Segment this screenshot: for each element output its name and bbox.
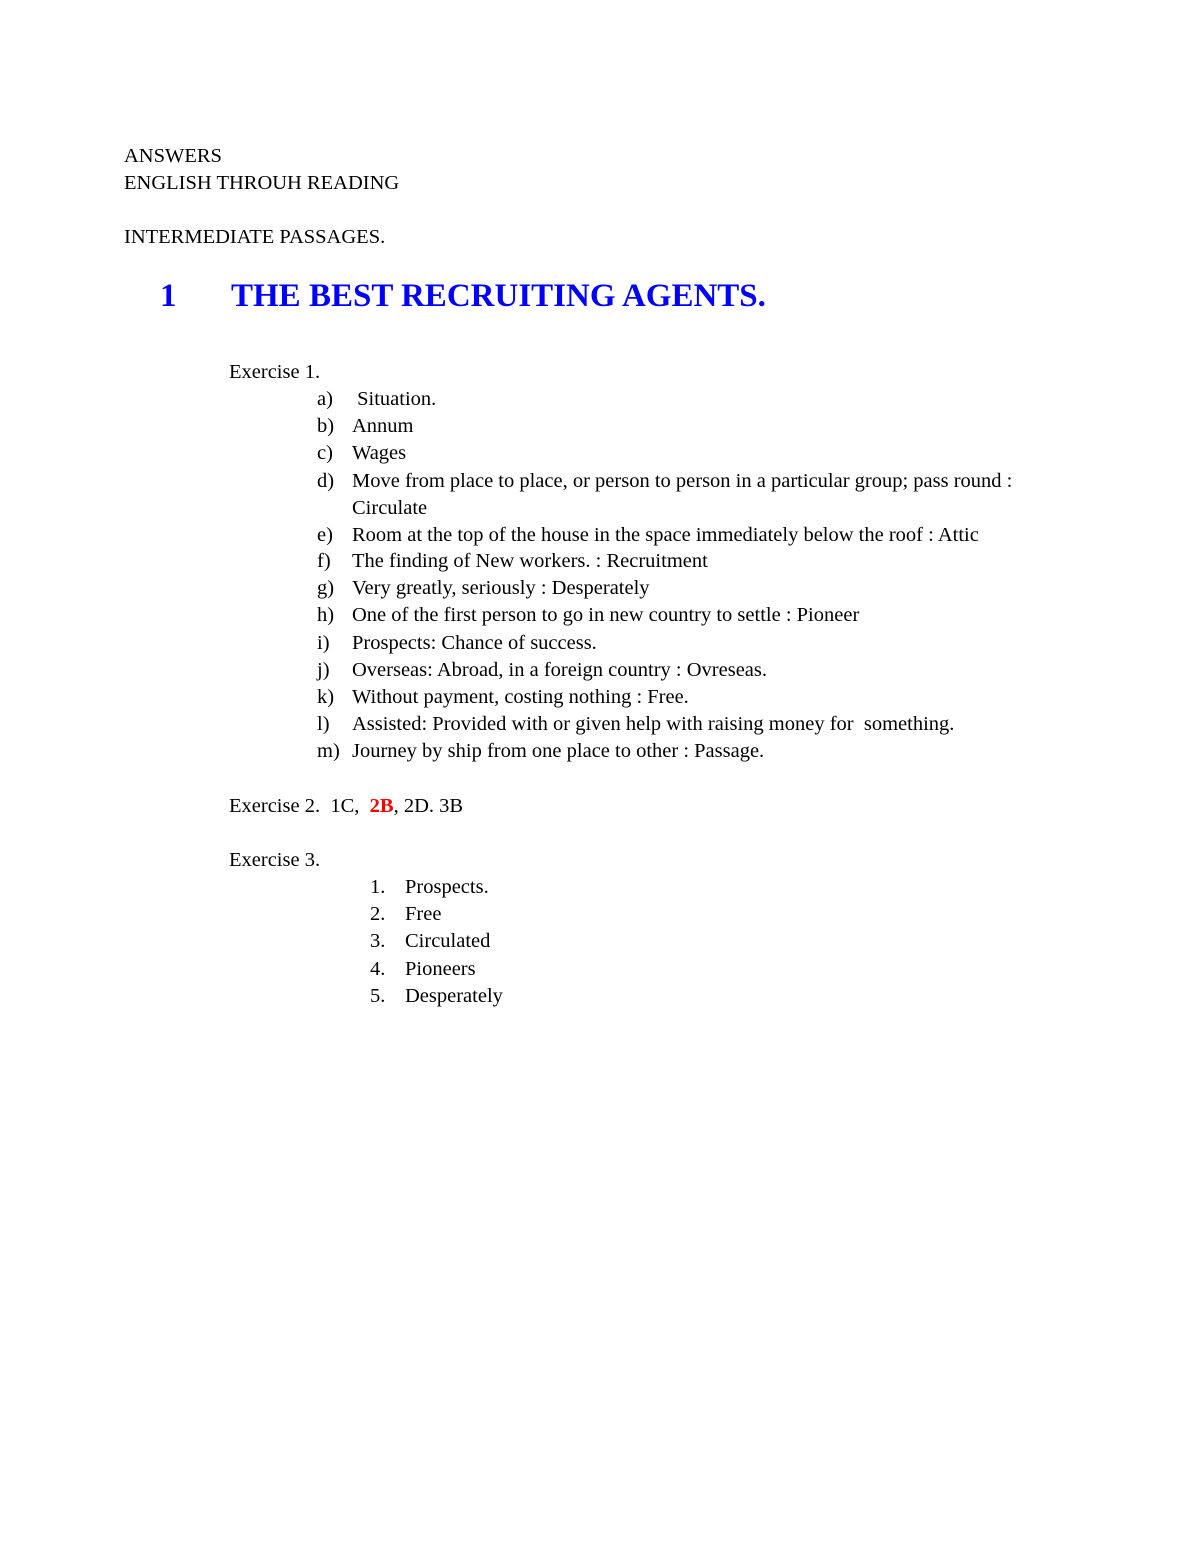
list-item-marker: a) <box>317 388 333 410</box>
list-item-text: The finding of New workers. : Recruitment <box>352 550 708 572</box>
list-item-marker: m) <box>317 740 340 762</box>
list-item-marker: 5. <box>370 985 386 1007</box>
list-item-text: One of the first person to go in new country to settle : Pioneer <box>352 604 860 626</box>
list-item-text: Journey by ship from one place to other : Passage. <box>352 740 765 762</box>
list-item-marker: g) <box>317 577 335 599</box>
list-item-marker: 3. <box>370 930 386 952</box>
list-item-marker: l) <box>317 713 330 735</box>
list-item-marker: 2. <box>370 903 386 925</box>
exercise2-line <box>229 796 463 817</box>
list-item-text: Prospects. <box>405 876 489 898</box>
list-item-text: Desperately <box>405 985 503 1007</box>
list-item-marker: c) <box>317 442 333 464</box>
list-item-text: Wages <box>352 442 407 464</box>
exercise1-label: Exercise 1. <box>229 361 321 383</box>
exercise2-prefix: Exercise 2. 1C, <box>229 795 370 817</box>
list-item-text: Circulated <box>405 930 491 952</box>
list-item-text: Assisted: Provided with or given help with raising money for something. <box>352 713 955 735</box>
list-item-marker: b) <box>317 415 335 437</box>
header-section: INTERMEDIATE PASSAGES. <box>124 226 386 248</box>
list-item-text: Free <box>405 903 442 925</box>
list-item-marker: j) <box>317 659 330 681</box>
list-item-text: Very greatly, seriously : Desperately <box>352 577 650 599</box>
list-item-marker: d) <box>317 470 335 492</box>
list-item-marker: f) <box>317 550 331 572</box>
heading-title: THE BEST RECRUITING AGENTS. <box>231 278 766 314</box>
list-item-text: Without payment, costing nothing : Free. <box>352 686 689 708</box>
list-item-continuation: Circulate <box>352 497 428 519</box>
exercise3-label: Exercise 3. <box>229 849 321 871</box>
list-item-marker: 1. <box>370 876 386 898</box>
list-item-marker: i) <box>317 632 330 654</box>
exercise2-suffix: , 2D. 3B <box>393 795 464 817</box>
list-item-text: Situation. <box>352 388 437 410</box>
list-item-text: Room at the top of the house in the space immediately below the roof : Attic <box>352 524 979 546</box>
list-item-marker: 4. <box>370 958 386 980</box>
heading-number: 1 <box>160 278 177 314</box>
list-item-text: Pioneers <box>405 958 476 980</box>
list-item-marker: e) <box>317 524 333 546</box>
exercise2-highlight: 2B <box>369 795 394 817</box>
list-item-text: Overseas: Abroad, in a foreign country : Ovreseas. <box>352 659 767 681</box>
list-item-marker: h) <box>317 604 335 626</box>
header-answers: ANSWERS <box>124 145 222 167</box>
list-item-text: Prospects: Chance of success. <box>352 632 597 654</box>
list-item-text: Annum <box>352 415 414 437</box>
list-item-marker: k) <box>317 686 335 708</box>
list-item-text: Move from place to place, or person to person in a particular group; pass round : <box>352 470 1013 492</box>
header-book-title: ENGLISH THROUH READING <box>124 172 400 194</box>
